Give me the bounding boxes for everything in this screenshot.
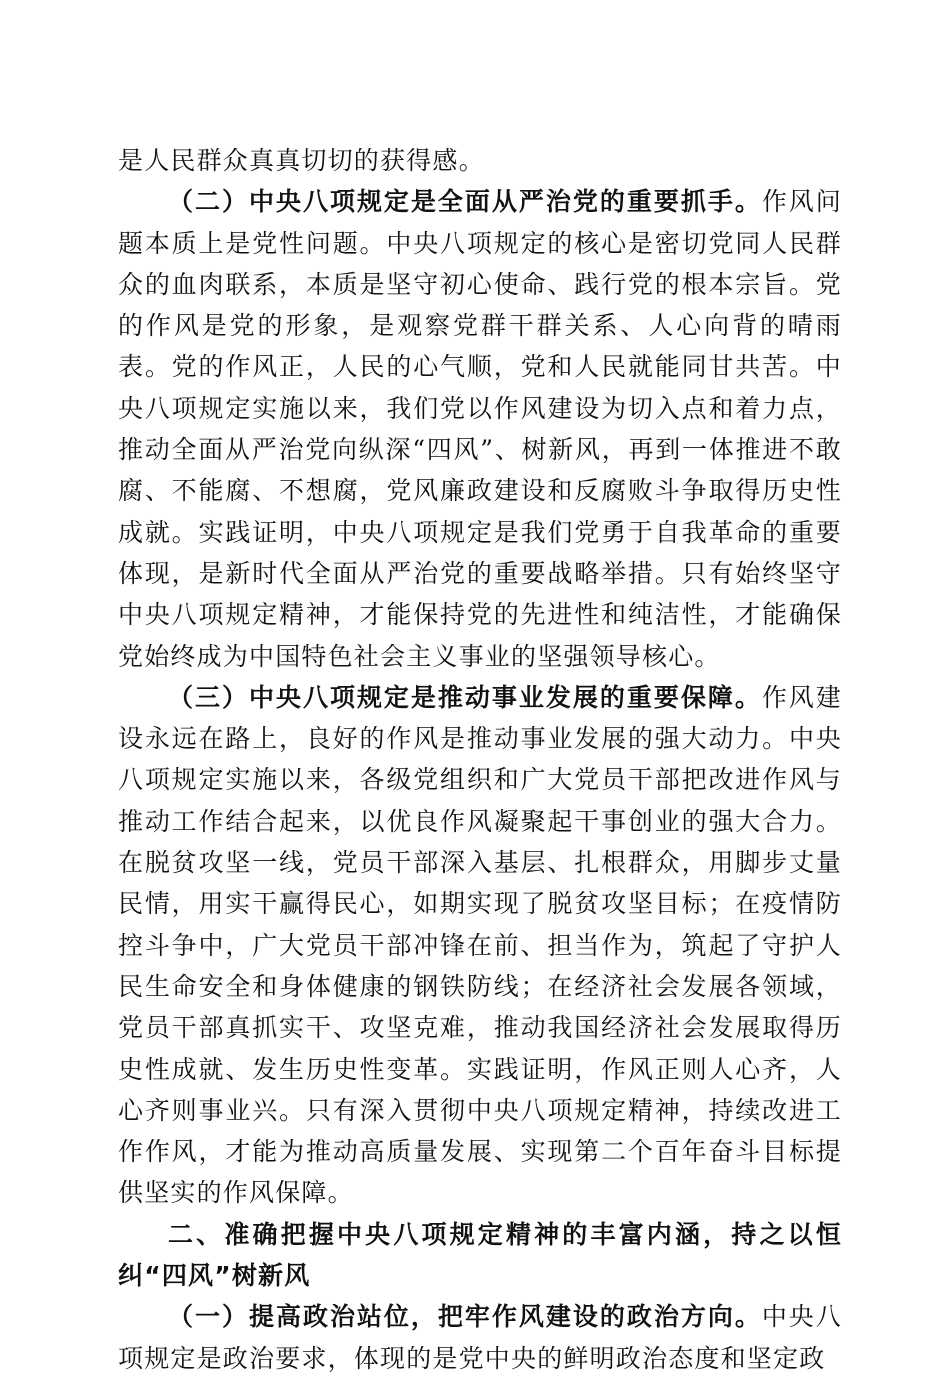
paragraph-lead-sentence: （一）提高政治站位，把牢作风建设的政治方向。 [168, 1302, 762, 1332]
paragraph-continuation [118, 140, 842, 181]
paragraph-text: 中央八项规定是政治要求，体现的是党中央的鲜明政治态度和坚定政 [118, 1302, 842, 1373]
paragraph-text: 作风问题本质上是党性问题。中央八项规定的核心是密切党同人民群众的血肉联系，本质是坚守初心使命、践行党的根本宗旨。党的作风是党的形象，是观察党群干群关系、人心向背的晴雨表。党的作风正，人民的心气顺，党和人民就能同甘共苦。中央八项规定实施以来，我们党以作风建设为切入点和着力点，推动全面从严治党向纵深“四风”、树新风，再到一体推进不敢腐、不能腐、不想腐，党风廉政建设和反腐败斗争取得历史性成就。实践证明，中央八项规定是我们党勇于自我革命的重要体现，是新时代全面从严治党的重要战略举措。只有始终坚守中央八项规定精神，才能保持党的先进性和纯洁性，才能确保党始终成为中国特色社会主义事业的坚强领导核心。 [118, 187, 842, 671]
paragraph-lead-sentence: （三）中央八项规定是推动事业发展的重要保障。 [168, 682, 762, 712]
paragraph-text: 是人民群众真真切切的获得感。 [118, 146, 485, 175]
paragraph-section-2 [118, 181, 842, 677]
section-heading [118, 1214, 842, 1297]
paragraph-section-3 [118, 677, 842, 1214]
document-page [118, 140, 842, 1379]
paragraph-text: 作风建设永远在路上，良好的作风是推动事业发展的强大动力。中央八项规定实施以来，各级党组织和广大党员干部把改进作风与推动工作结合起来，以优良作风凝聚起干事创业的强大合力。在脱贫攻坚一线，党员干部深入基层、扎根群众，用脚步丈量民情，用实干赢得民心，如期实现了脱贫攻坚目标；在疫情防控斗争中，广大党员干部冲锋在前、担当作为，筑起了守护人民生命安全和身体健康的钢铁防线；在经济社会发展各领域，党员干部真抓实干、攻坚克难，推动我国经济社会发展取得历史性成就、发生历史性变革。实践证明，作风正则人心齐，人心齐则事业兴。只有深入贯彻中央八项规定精神，持续改进工作作风，才能为推动高质量发展、实现第二个百年奋斗目标提供坚实的作风保障。 [118, 682, 842, 1208]
paragraph-lead-sentence: （二）中央八项规定是全面从严治党的重要抓手。 [168, 187, 762, 217]
paragraph-subsection-1 [118, 1296, 842, 1379]
section-heading-text: 二、准确把握中央八项规定精神的丰富内涵，持之以恒纠“四风”树新风 [118, 1219, 842, 1291]
